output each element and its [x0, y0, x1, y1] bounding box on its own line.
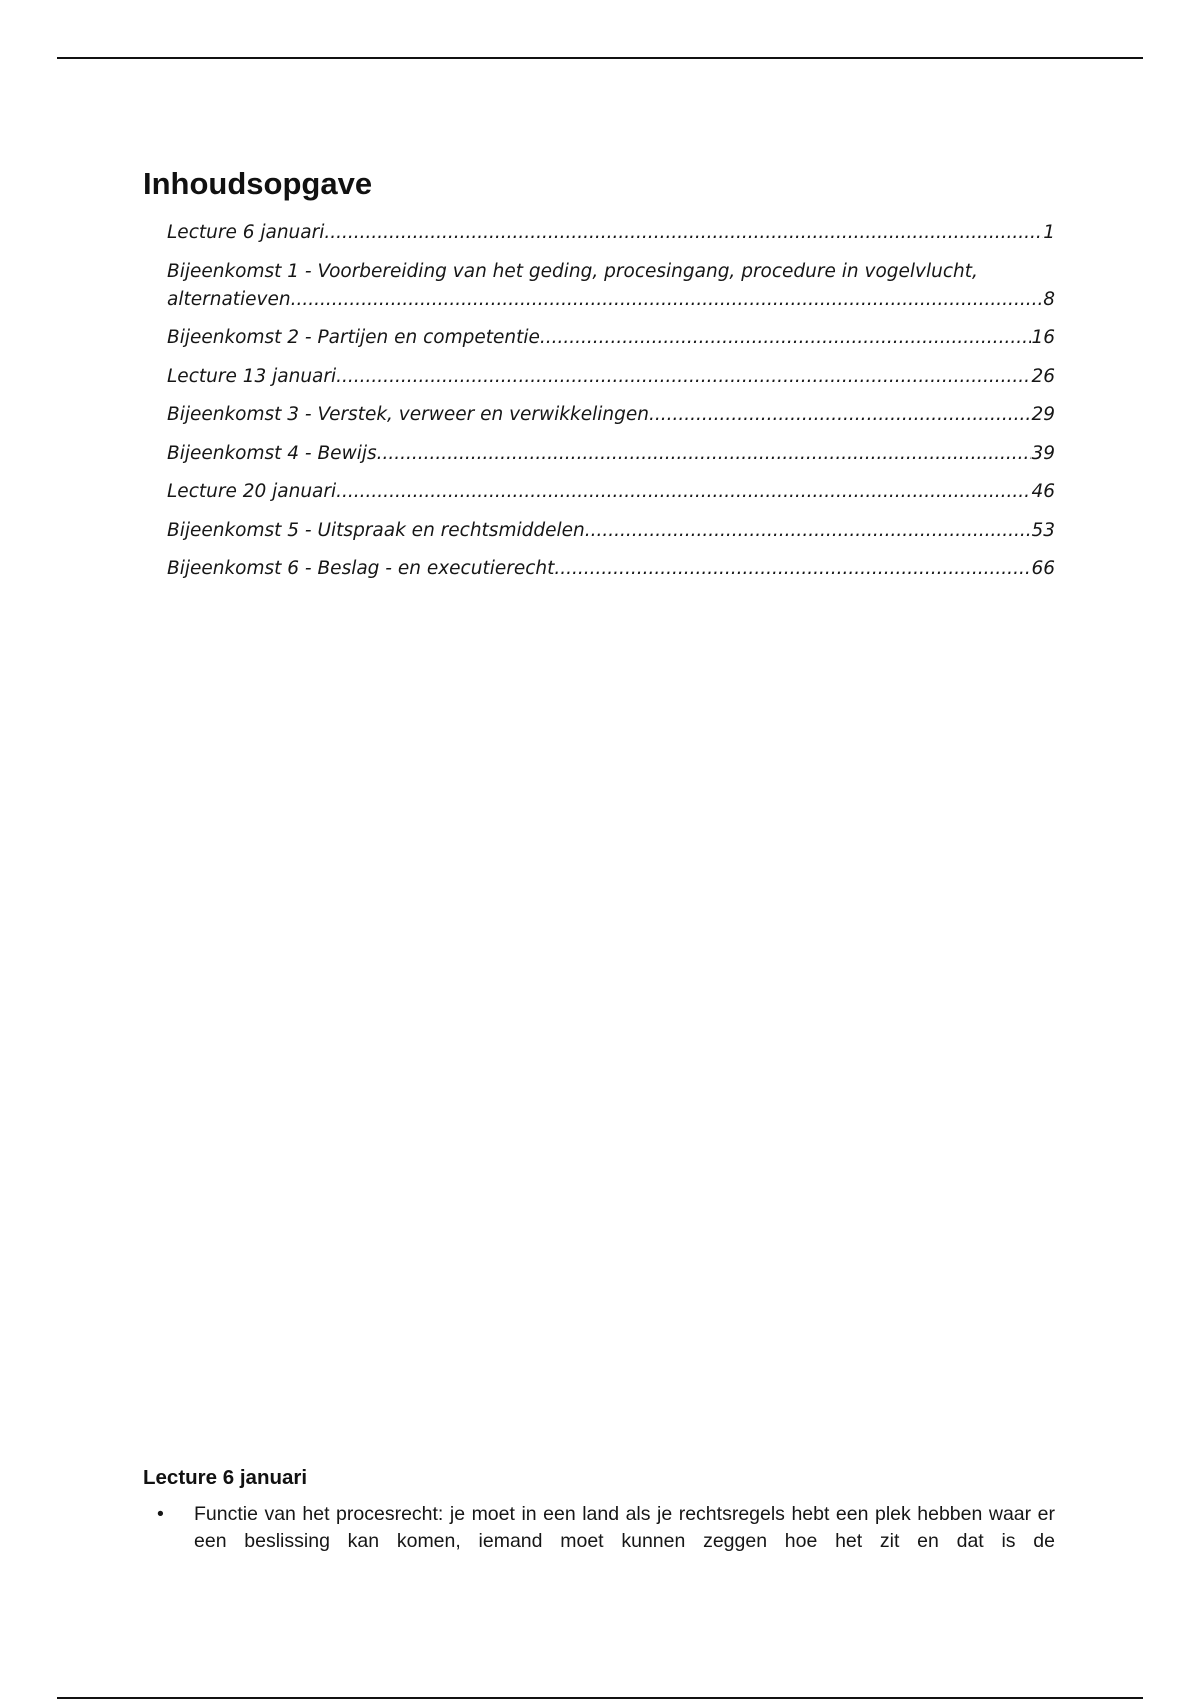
toc-page-number: 16: [1031, 327, 1055, 348]
toc-leader-dots: [585, 517, 1032, 545]
toc-page-number: 46: [1031, 481, 1055, 502]
toc-entry-title: alternatieven: [167, 288, 291, 310]
toc-entry[interactable]: [167, 517, 1055, 545]
list-item: [143, 1501, 1055, 1555]
toc-entry[interactable]: [167, 440, 1055, 468]
toc-page-number: 66: [1031, 558, 1055, 579]
toc-leader-dots: [336, 478, 1031, 506]
toc-leader-dots: [554, 555, 1031, 583]
toc-entry-title: Bijeenkomst 4 - Bewijs: [167, 442, 377, 464]
toc-page-number: 8: [1043, 288, 1055, 310]
header-rule: [57, 57, 1143, 59]
toc-page-number: 39: [1031, 442, 1055, 464]
toc-leader-dots: [377, 440, 1032, 468]
table-of-contents: [167, 219, 1055, 594]
toc-leader-dots: [324, 219, 1043, 247]
footer-rule: [57, 1697, 1143, 1699]
toc-leader-dots: [336, 363, 1031, 391]
toc-page-number: 1: [1043, 222, 1055, 243]
toc-entry[interactable]: [167, 401, 1055, 429]
toc-entry[interactable]: [167, 363, 1055, 391]
toc-page-number: 29: [1031, 404, 1055, 425]
toc-entry[interactable]: [167, 555, 1055, 583]
toc-entry-title: Lecture 13 januari: [167, 365, 337, 387]
section-heading: Lecture 6 januari: [143, 1466, 308, 1489]
toc-entry-title: Bijeenkomst 3 - Verstek, verweer en verwikkelingen: [167, 404, 649, 425]
toc-entry[interactable]: [167, 324, 1055, 352]
toc-entry-title-line1: Bijeenkomst 1 - Voorbereiding van het geding, procesingang, procedure in vogelvlucht,: [167, 260, 978, 282]
bullet-text: Functie van het procesrecht: je moet in een land als je rechtsregels hebt een plek hebben waar er een beslissing kan komen, iemand moet kunnen zeggen hoe het zit en dat is de: [194, 1503, 1055, 1552]
toc-entry-title: Bijeenkomst 5 - Uitspraak en rechtsmiddelen: [167, 519, 585, 541]
toc-leader-dots: [540, 324, 1032, 352]
toc-entry-title: Lecture 20 januari: [167, 481, 337, 502]
bullet-list: [143, 1501, 1055, 1555]
toc-entry[interactable]: [167, 478, 1055, 506]
toc-entry-title: Bijeenkomst 2 - Partijen en competentie: [167, 327, 540, 348]
toc-heading: Inhoudsopgave: [143, 166, 373, 201]
toc-entry-title: Bijeenkomst 6 - Beslag - en executierecht: [167, 558, 555, 579]
toc-entry-title: Lecture 6 januari: [167, 222, 325, 243]
toc-entry[interactable]: [167, 258, 1055, 314]
toc-page-number: 26: [1031, 365, 1055, 387]
toc-leader-dots: [649, 401, 1031, 429]
bullet-icon: •: [157, 1503, 164, 1525]
toc-leader-dots: [291, 286, 1044, 314]
toc-page-number: 53: [1031, 519, 1055, 541]
toc-entry[interactable]: [167, 219, 1055, 247]
